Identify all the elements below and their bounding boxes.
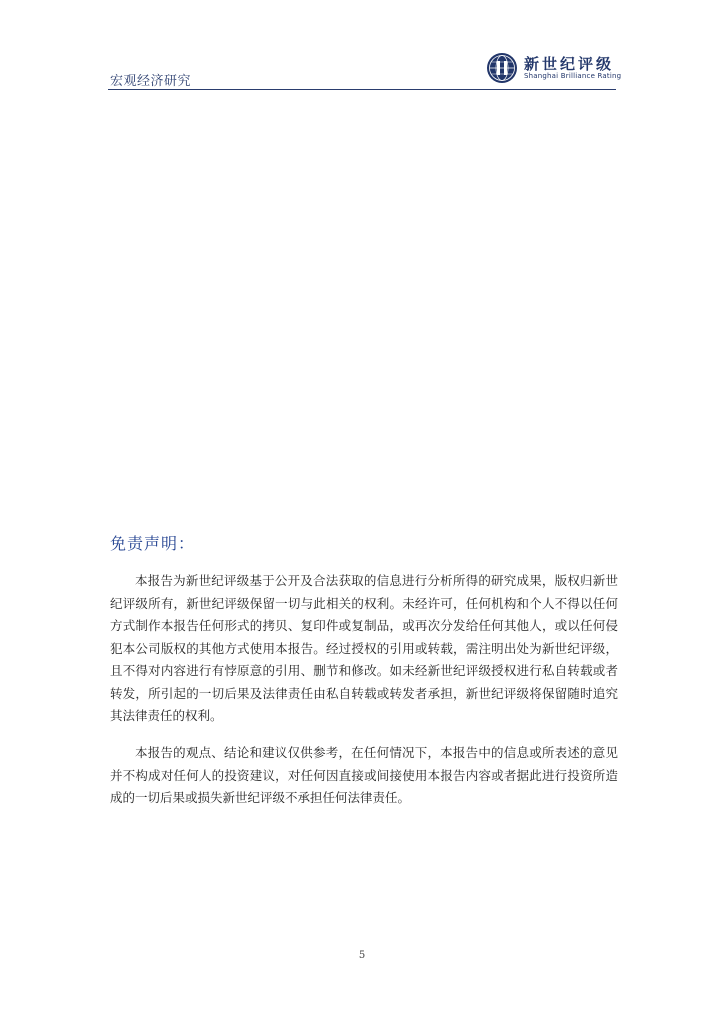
disclaimer-paragraph-2: 本报告的观点、结论和建议仅供参考，在任何情况下，本报告中的信息或所表述的意见并不构成对任何人的投资建议，对任何因直接或间接使用本报告内容或者据此进行投资所造成的一切后果或损失新世纪评级不承担任何法律责任。	[110, 745, 618, 805]
header-divider	[108, 89, 616, 90]
logo-name-en: Shanghai Brilliance Rating	[524, 72, 622, 80]
globe-emblem-icon	[486, 52, 518, 84]
disclaimer-paragraph-1: 本报告为新世纪评级基于公开及合法获取的信息进行分析所得的研究成果，版权归新世纪评级所有，新世纪评级保留一切与此相关的权利。未经许可，任何机构和个人不得以任何方式制作本报告任何形式的拷贝、复印件或复制品，或再次分发给任何其他人，或以任何侵犯本公司版权的其他方式使用本报告。经过授权的引用或转载，需注明出处为新世纪评级，且不得对内容进行有悖原意的引用、删节和修改。如未经新世纪评级授权进行私自转载或者转发，所引起的一切后果及法律责任由私自转载或转发者承担，新世纪评级将保留随时追究其法律责任的权利。	[110, 573, 618, 723]
header-title: 宏观经济研究	[110, 74, 192, 89]
company-logo	[484, 50, 622, 86]
logo-name-cn: 新世纪评级	[524, 55, 615, 73]
page-number: 5	[358, 950, 366, 961]
disclaimer-heading: 免责声明：	[110, 534, 196, 553]
